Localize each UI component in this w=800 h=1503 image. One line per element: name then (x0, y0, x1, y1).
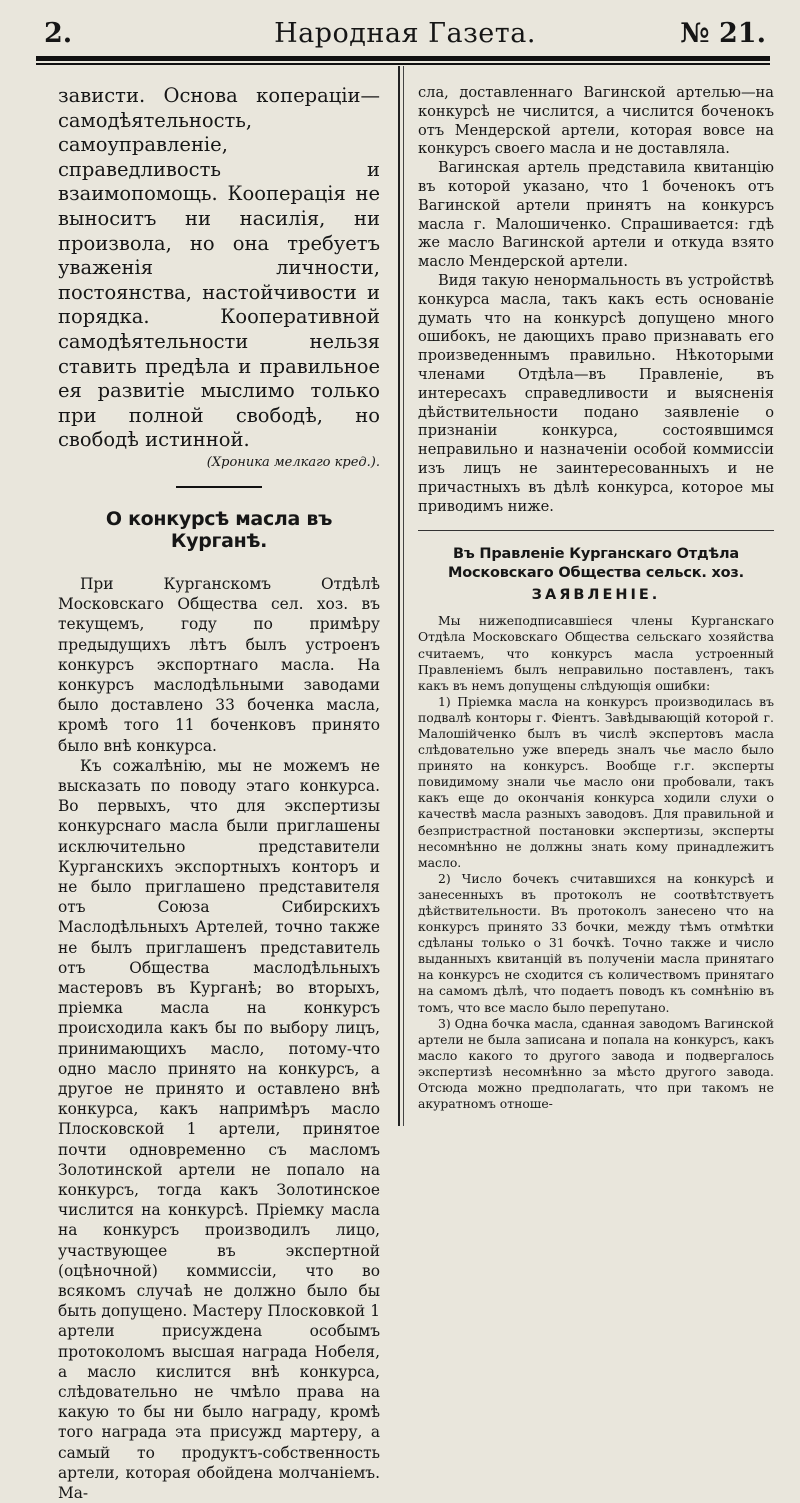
article-paragraph: Къ сожалѣнію, мы не можемъ не высказать по поводу этаго конкурса. Во первыхъ, что для экспертизы конкурснаго масла были приглашены исключительно представители Курганскихъ экспортныхъ конторъ и не было приглашено представителя отъ Союза Сибирскихъ Маслодѣльныхъ Артелей, точно также не былъ приглашенъ представитель отъ Общества маслодѣльныхъ мастеровъ въ Курганѣ; во вторыхъ, пріемка масла на конкурсъ происходила какъ бы по выбору лицъ, принимающихъ масло, потому-что одно масло принято на конкурсъ, а другое не принято и оставлено внѣ конкурса, какъ напримѣръ масло Плосковской 1 артели, принятое почти одновременно съ масломъ Золотинской артели не попало на конкурсъ, тогда какъ Золотинское числится на конкурсѣ. Пріемку масла на конкурсъ производилъ лицо, участвующее въ экспертной (оцѣночной) коммиссіи, что во всякомъ случаѣ не должно было бы быть допущено. Мастеру Плосковкой 1 артели присуждена особымъ протоколомъ высшая награда Нобеля, а масло кислится внѣ конкурса, слѣдовательно не чмѣло права на какую то бы ни было награду, кромѣ того награда эта присужд мартеру, а самый то продуктъ-собственность артели, которая обойдена молчаніемъ. Ма- (58, 756, 380, 1503)
article-paragraph: сла, доставленнаго Вагинской артелью—на конкурсѣ не числится, а числится боченокъ отъ Мендерской артели, которая вовсе на конкурсъ своего масла и не доставляла. (418, 84, 774, 158)
issue-number: № 21. (680, 18, 766, 49)
column-divider (398, 66, 400, 1126)
masthead-rule-thin (36, 63, 770, 65)
lead-credit: (Хроника мелкаго кред.). (206, 454, 380, 470)
appeal-paragraph: 3) Одна бочка масла, сданная заводомъ Вагинской артели не была записана и попала на конкурсъ, какъ масло какого то другого завода и подвергалось экспертизѣ несомнѣнно за мѣсто другого завода. Отсюда можно предполагать, что при такомъ не акуратномъ отноше- (418, 1015, 774, 1112)
left-column (58, 84, 380, 1503)
article-paragraph: Видя такую ненормальность въ устройствѣ конкурса масла, такъ какъ есть основаніе думать что на конкурсѣ допущено много ошибокъ, не дающихъ право признавать его произведеннымъ правильно. Нѣкоторыми членами Отдѣла—въ Правленіе, въ интересахъ справедливости и выясненія дѣйствительности подано заявленіе о признаніи конкурса, состоявшимся неправильно и назначеніи особой коммиссіи изъ лицъ не заинтересованныхъ и не причастныхъ въ дѣлѣ конкурса, которое мы приводимъ ниже. (418, 271, 774, 515)
section-separator (418, 530, 774, 531)
masthead (44, 14, 766, 58)
appeal-subtitle: ЗАЯВЛЕНІЕ. (531, 587, 661, 604)
article-paragraph: При Курганскомъ Отдѣлѣ Московскаго Общества сел. хоз. въ текущемъ, году по примѣру предыдущихъ лѣтъ былъ устроенъ конкурсъ экспортнаго масла. На конкурсъ маслодѣльными заводами было доставлено 33 боченка масла, кромѣ того 11 боченковъ принято было внѣ конкурса. (58, 574, 380, 755)
section-separator (176, 486, 262, 488)
newspaper-title: Народная Газета. (274, 18, 536, 49)
appeal-paragraph: 1) Пріемка масла на конкурсъ производилась въ подвалѣ конторы г. Фіентъ. Завѣдывающій которой г. Малошійченко былъ въ числѣ экспертовъ масла слѣдовательно уже впередь зналъ чье масло было принято на конкурсъ. Вообще г.г. эксперты повидимому знали чье масло они пробовали, такъ какъ еще до окончанія конкурса ходили слухи о качествѣ масла разныхъ заводовъ. Для правильной и безпристрастной постановки экспертизы, эксперты несомнѣнно не должны знать кому принадлежитъ масло. (418, 693, 774, 870)
article-title: О конкурсѣ масла въ Курганѣ. (105, 507, 333, 552)
appeal-paragraph: 2) Число бочекъ считавшихся на конкурсѣ и занесенныхъ въ протоколъ не соотвѣтствуетъ дѣйствительности. Въ протоколъ занесено что на конкурсъ принято 33 бочки, между тѣмъ отмѣтки сдѣланы только о 31 бочкѣ. Точно также и число выданныхъ квитанцій въ полученіи масла принятаго на конкурсъ не сходится съ количествомъ принятаго на самомъ дѣлѣ, что подаетъ поводъ къ сомнѣнію въ томъ, что все масло было перепутано. (418, 870, 774, 1015)
lead-paragraph: зависти. Основа копераціи—самодѣятельность, самоуправленіе, справедливость и взаимопомощь. Кооперація не выноситъ ни насилія, ни произвола, но она требуетъ уваженія личности, постоянства, настойчивости и порядка. Кооперативной самодѣятельности нельзя ставить предѣла и правильное ея развитіе мыслимо только при полной свободѣ, но свободѣ истинной. (58, 84, 380, 452)
page-number: 2. (44, 18, 73, 49)
masthead-rule (36, 56, 770, 61)
right-column (418, 84, 774, 1112)
appeal-title: Въ Правленіе Курганскаго Отдѣла Московскаго Общества сельск. хоз. (448, 546, 744, 582)
appeal-paragraph: Мы нижеподписавшіеся члены Курганскаго Отдѣла Московскаго Общества сельскаго хозяйства считаемъ, что конкурсъ масла устроенный Правленіемъ былъ неправильно поставленъ, такъ какъ въ немъ допущены слѣдующія ошибки: (418, 613, 774, 693)
column-divider-thin (403, 66, 404, 1126)
article-paragraph: Вагинская артель представила квитанцію въ которой указано, что 1 боченокъ отъ Вагинской артели принятъ на конкурсъ масла г. Малошиченко. Спрашивается: гдѣ же масло Вагинской артели и откуда взято масло Мендерской артели. (418, 159, 774, 271)
